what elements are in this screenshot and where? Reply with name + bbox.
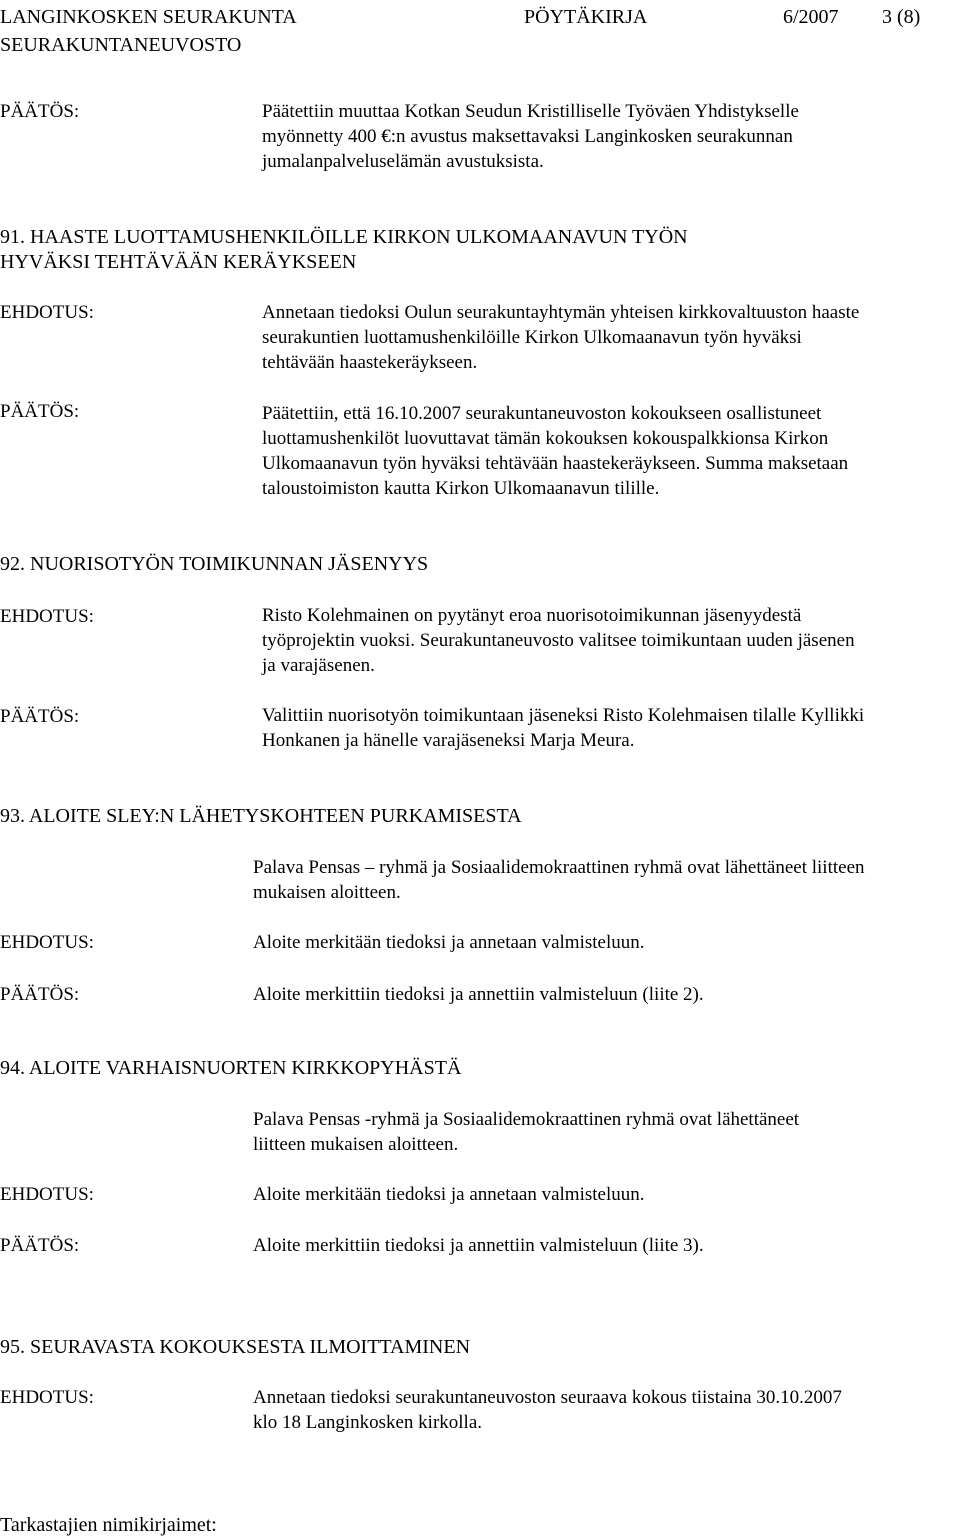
section-94-decision [253, 1233, 704, 1258]
proposal-label: EHDOTUS: [0, 1184, 94, 1205]
decision-label: PÄÄTÖS: [0, 1235, 80, 1256]
proposal-label: EHDOTUS: [0, 1387, 94, 1408]
text-line: luottamushenkilöt luovuttavat tämän kokouksen kokouspalkkionsa Kirkon [262, 428, 829, 449]
text-line: Annetaan tiedoksi seurakuntaneuvoston seuraava kokous tiistaina 30.10.2007 [253, 1387, 842, 1408]
document-type: PÖYTÄKIRJA [524, 6, 648, 28]
text-line: Palava Pensas – ryhmä ja Sosiaalidemokraattinen ryhmä ovat lähettäneet liitteen [253, 857, 865, 878]
section-93-proposal [253, 930, 645, 955]
department-name: SEURAKUNTANEUVOSTO [0, 34, 242, 56]
decision-label: PÄÄTÖS: [0, 101, 80, 122]
text-line: Aloite merkittiin tiedoksi ja annettiin valmisteluun (liite 2). [253, 984, 704, 1005]
section-94-title: 94. ALOITE VARHAISNUORTEN KIRKKOPYHÄSTÄ [0, 1057, 462, 1079]
proposal-label: EHDOTUS: [0, 932, 94, 953]
decision-text [262, 99, 799, 174]
section-91-decision [262, 401, 848, 501]
section-91-title-line1: 91. HAASTE LUOTTAMUSHENKILÖILLE KIRKON ULKOMAANAVUN TYÖN [0, 226, 688, 248]
text-line: liitteen mukaisen aloitteen. [253, 1134, 459, 1155]
section-93-decision [253, 982, 704, 1007]
text-line: klo 18 Langinkosken kirkolla. [253, 1412, 483, 1433]
proposal-label: EHDOTUS: [0, 606, 94, 627]
section-93-intro [253, 855, 865, 905]
section-91-proposal [262, 300, 859, 375]
org-name: LANGINKOSKEN SEURAKUNTA [0, 6, 297, 28]
text-line: Päätettiin muuttaa Kotkan Seudun Kristilliselle Työväen Yhdistykselle [262, 101, 799, 122]
text-line: Risto Kolehmainen on pyytänyt eroa nuorisotoimikunnan jäsenyydestä [262, 605, 802, 626]
text-line: Aloite merkitään tiedoksi ja annetaan valmisteluun. [253, 932, 645, 953]
page-number: 3 (8) [882, 6, 921, 28]
section-93-title: 93. ALOITE SLEY:N LÄHETYSKOHTEEN PURKAMISESTA [0, 805, 522, 827]
section-94-intro [253, 1107, 799, 1157]
text-line: Aloite merkitään tiedoksi ja annetaan valmisteluun. [253, 1184, 645, 1205]
text-line: Valittiin nuorisotyön toimikuntaan jäseneksi Risto Kolehmaisen tilalle Kyllikki [262, 705, 865, 726]
text-line: Ulkomaanavun työn hyväksi tehtävään haastekeräykseen. Summa maksetaan [262, 453, 849, 474]
text-line: mukaisen aloitteen. [253, 882, 401, 903]
decision-label: PÄÄTÖS: [0, 401, 80, 422]
section-91-title-line2: HYVÄKSI TEHTÄVÄÄN KERÄYKSEEN [0, 251, 357, 273]
text-line: seurakuntien luottamushenkilöille Kirkon Ulkomaanavun työn hyväksi [262, 327, 802, 348]
text-line: Palava Pensas -ryhmä ja Sosiaalidemokraattinen ryhmä ovat lähettäneet [253, 1109, 800, 1130]
section-92-title: 92. NUORISOTYÖN TOIMIKUNNAN JÄSENYYS [0, 553, 429, 575]
text-line: Honkanen ja hänelle varajäseneksi Marja Meura. [262, 730, 635, 751]
decision-label: PÄÄTÖS: [0, 706, 80, 727]
text-line: ja varajäsenen. [262, 655, 375, 676]
section-92-decision [262, 703, 864, 753]
section-94-proposal [253, 1182, 645, 1207]
section-95-proposal [253, 1385, 842, 1435]
text-line: työprojektin vuoksi. Seurakuntaneuvosto valitsee toimikuntaan uuden jäsenen [262, 630, 855, 651]
text-line: Aloite merkittiin tiedoksi ja annettiin valmisteluun (liite 3). [253, 1235, 704, 1256]
section-92-proposal [262, 603, 855, 678]
text-line: Annetaan tiedoksi Oulun seurakuntayhtymän yhteisen kirkkovaltuuston haaste [262, 302, 860, 323]
text-line: tehtävään haastekeräykseen. [262, 352, 478, 373]
inspectors-initials-label: Tarkastajien nimikirjaimet: [0, 1514, 217, 1536]
proposal-label: EHDOTUS: [0, 302, 94, 323]
section-95-title: 95. SEURAVASTA KOKOUKSESTA ILMOITTAMINEN [0, 1336, 471, 1358]
text-line: taloustoimiston kautta Kirkon Ulkomaanavun tilille. [262, 478, 660, 499]
decision-label: PÄÄTÖS: [0, 984, 80, 1005]
text-line: myönnetty 400 €:n avustus maksettavaksi Langinkosken seurakunnan [262, 126, 793, 147]
text-line: jumalanpalveluselämän avustuksista. [262, 151, 544, 172]
text-line: Päätettiin, että 16.10.2007 seurakuntaneuvoston kokoukseen osallistuneet [262, 403, 822, 424]
document-number: 6/2007 [783, 6, 839, 28]
